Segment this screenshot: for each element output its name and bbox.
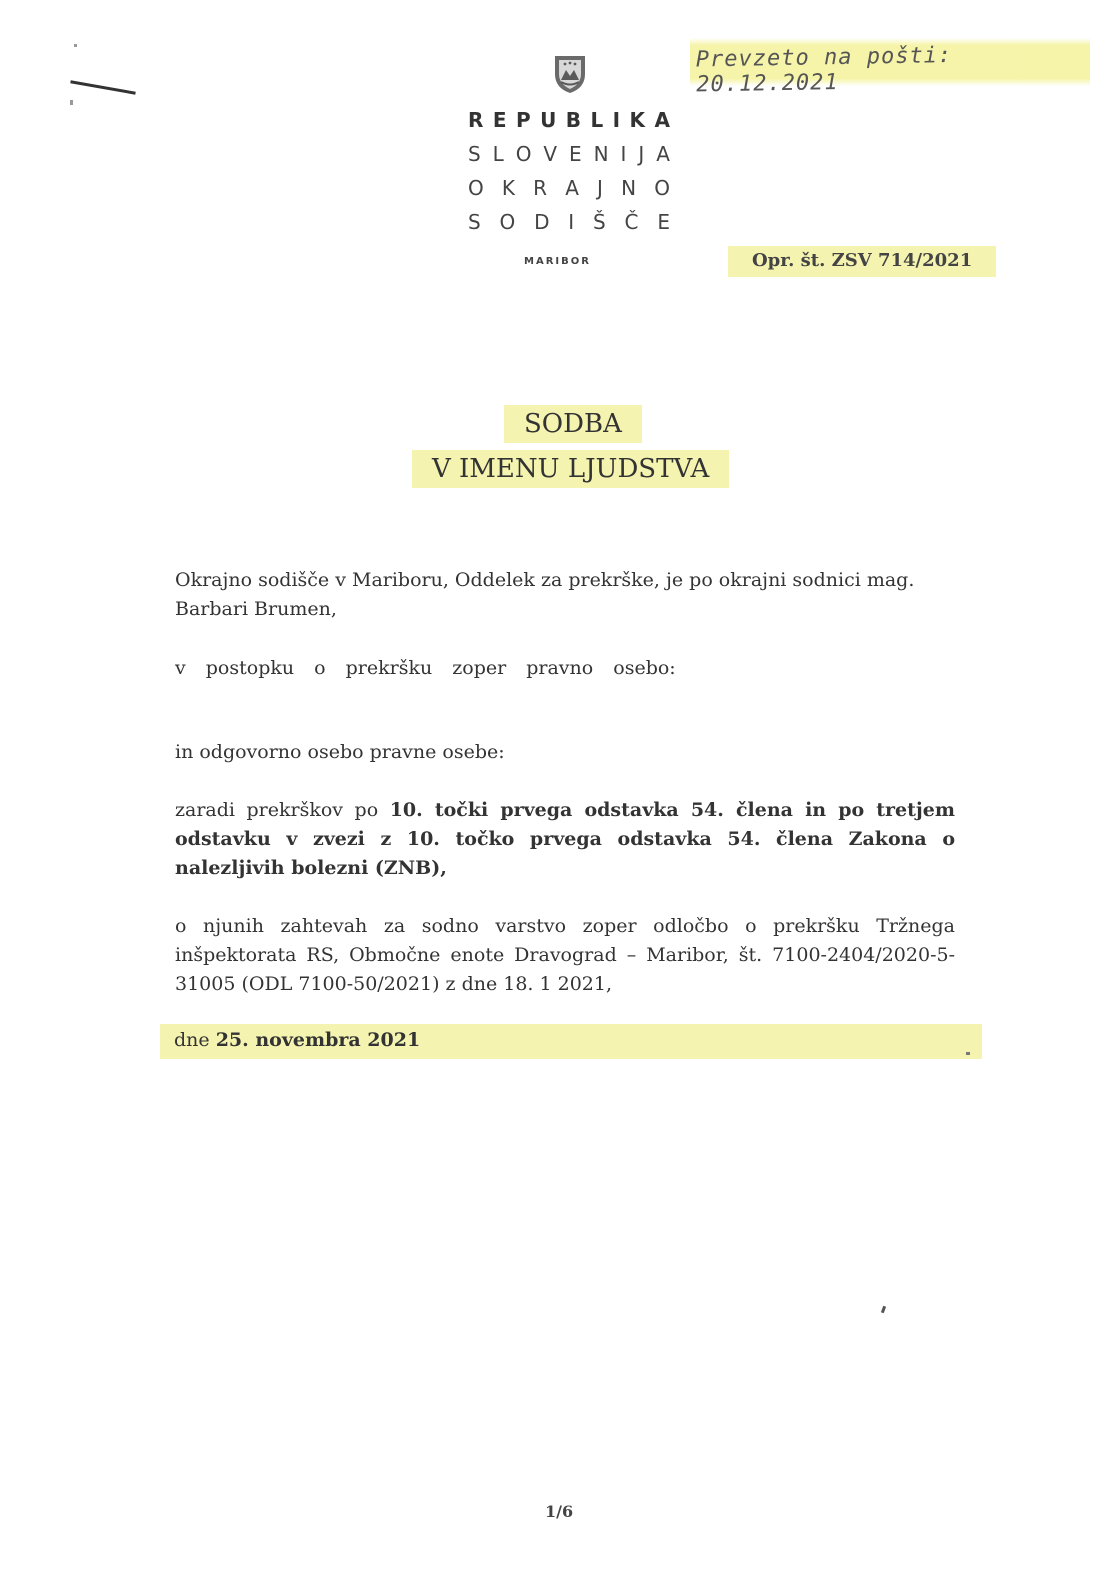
scan-speck — [881, 1306, 886, 1314]
logo-line-slovenija: S L O V E N I J A — [468, 142, 670, 166]
paragraph-legal-entity: v postopku o prekršku zoper pravno osebo: — [175, 657, 676, 679]
paragraph-responsible-person: in odgovorno osebo pravne osebe: — [175, 741, 505, 763]
case-number: Opr. št. ZSV 714/2021 — [728, 246, 996, 277]
paragraph-offences — [175, 796, 955, 883]
document-title: SODBA — [504, 405, 642, 443]
judgment-date: 25. novembra 2021 — [215, 1029, 421, 1051]
logo-city: MARIBOR — [524, 256, 591, 267]
logo-line-sodisce: S O D I Š Č E — [468, 210, 670, 234]
coat-of-arms-icon — [553, 54, 587, 94]
scan-speck — [70, 100, 73, 105]
paragraph-court-composition: Okrajno sodišče v Mariboru, Oddelek za prekrške, je po okrajni sodnici mag. Barbari Brumen, — [175, 569, 915, 620]
court-logotype — [468, 108, 678, 267]
pen-mark — [70, 80, 136, 94]
scan-speck — [966, 1052, 970, 1055]
offences-intro: zaradi prekrškov po — [175, 799, 390, 821]
handwritten-receipt-note: Prevzeto na pošti: 20.12.2021 — [690, 38, 1090, 86]
logo-line-okrajno: O K R A J N O — [468, 176, 670, 200]
offences-legal-basis: 10. točki prvega odstavka 54. člena in po tretjem odstavku v zvezi z 10. točko prvega odstavka 54. člena Zakona o nalezljivih bolezni (ZNB), — [175, 799, 955, 879]
scan-speck — [74, 44, 77, 47]
logo-line-republika: R E P U B L I K A — [468, 108, 670, 132]
paragraph-date — [160, 1024, 982, 1059]
document-subtitle: V IMENU LJUDSTVA — [412, 450, 729, 488]
page-number: 1/6 — [545, 1502, 574, 1521]
paragraph-requests: o njunih zahtevah za sodno varstvo zoper odločbo o prekršku Tržnega inšpektorata RS, Območne enote Dravograd – Maribor, št. 7100-2404/2020-5-31005 (ODL 7100-50/2021) z dne 18. 1 2021, — [175, 915, 955, 995]
date-prefix: dne — [174, 1029, 216, 1051]
